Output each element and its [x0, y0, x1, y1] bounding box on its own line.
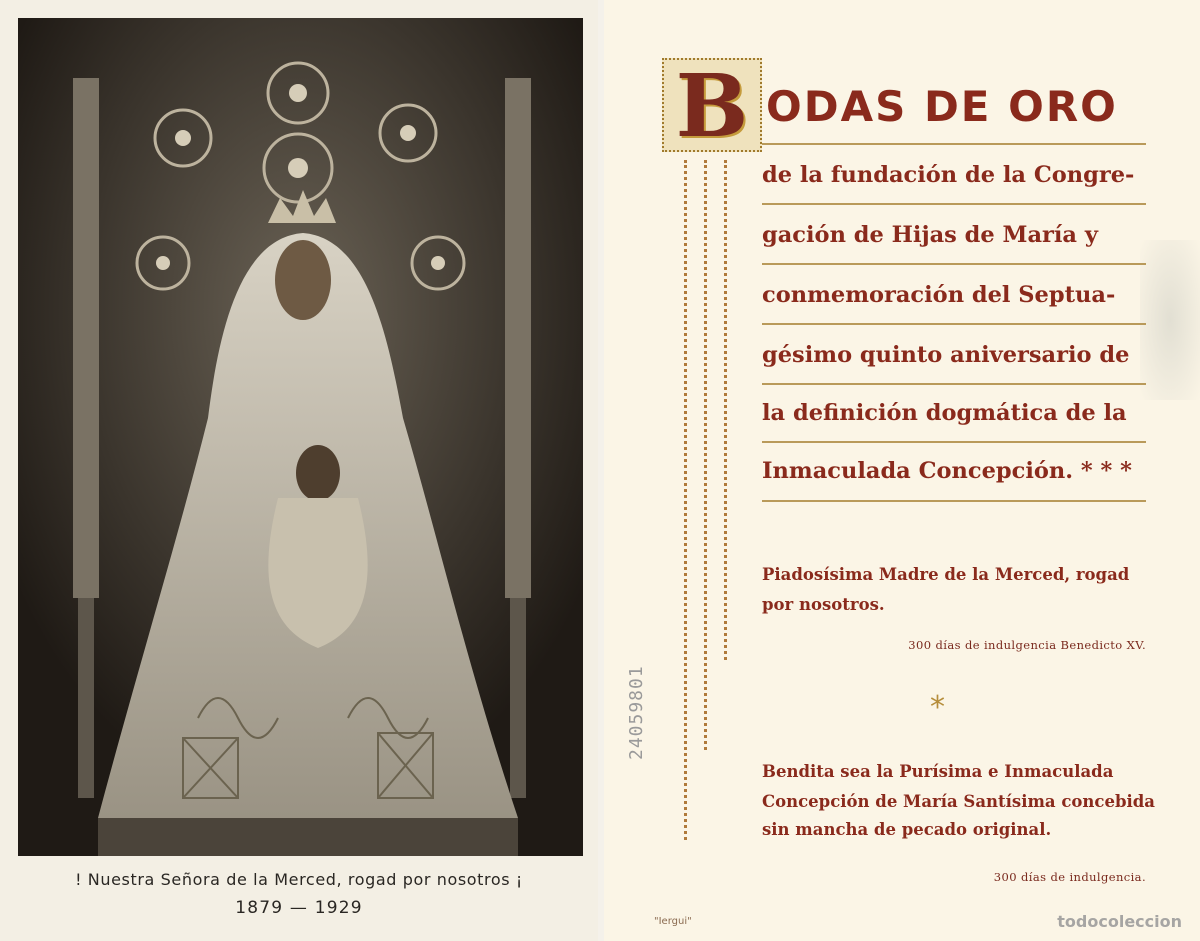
rule-line: [762, 441, 1146, 443]
virgin-statue-photo: [18, 18, 583, 856]
prayer2-line-1: Bendita sea la Purísima e Inmaculada: [762, 762, 1114, 781]
title-heading: ODAS DE ORO: [766, 82, 1118, 131]
rule-line: [762, 500, 1146, 502]
photo-caption: ! Nuestra Señora de la Merced, rogad por nosotros ¡: [75, 870, 523, 889]
photo-card: [0, 0, 598, 941]
illuminated-initial: [662, 56, 762, 157]
prayer2-line-3: sin mancha de pecado original.: [762, 820, 1052, 839]
dotted-border-middle: [704, 160, 707, 750]
body-line-1: de la fundación de la Congre-: [762, 162, 1135, 188]
watermark: todocoleccion: [1057, 912, 1182, 931]
body-line-3: conmemoración del Septua-: [762, 282, 1116, 308]
rule-line: [762, 323, 1146, 325]
statue-illustration: [18, 18, 583, 856]
paper-stain: [1140, 240, 1200, 400]
body-line-4: gésimo quinto aniversario de: [762, 342, 1130, 368]
rule-line: [762, 263, 1146, 265]
asterisk-ornament: *: [930, 690, 945, 725]
publisher-mark: "Iergui": [654, 916, 692, 927]
text-card: [604, 0, 1200, 941]
rule-line: [762, 383, 1146, 385]
rule-line: [762, 203, 1146, 205]
photo-years: 1879 — 1929: [235, 898, 363, 918]
prayer1-line-2: por nosotros.: [762, 595, 885, 614]
dotted-border-left: [684, 160, 687, 840]
body-line-5: la definición dogmática de la: [762, 400, 1127, 426]
indulgence-note-1: 300 días de indulgencia Benedicto XV.: [908, 638, 1146, 652]
handwritten-code: 24059801: [626, 665, 647, 760]
body-line-2: gación de Hijas de María y: [762, 222, 1098, 248]
indulgence-note-2: 300 días de indulgencia.: [993, 870, 1146, 884]
body-line-6: Inmaculada Concepción. * * *: [762, 458, 1132, 484]
dotted-border-right: [724, 160, 727, 660]
initial-letter: B: [675, 56, 749, 157]
prayer1-line-1: Piadosísima Madre de la Merced, rogad: [762, 565, 1130, 584]
rule-line: [762, 143, 1146, 145]
prayer2-line-2: Concepción de María Santísima concebida: [762, 792, 1155, 811]
